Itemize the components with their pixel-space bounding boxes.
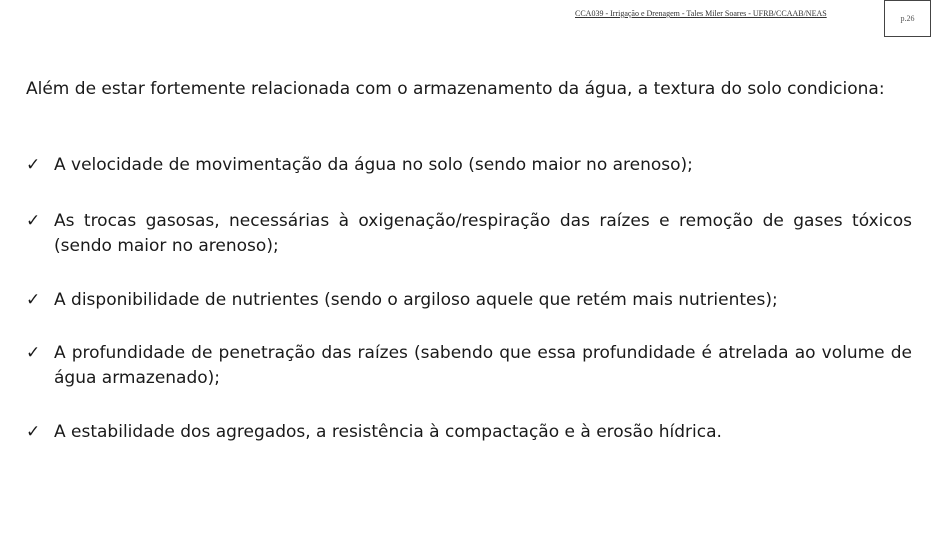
header-course-info: CCA039 - Irrigação e Drenagem - Tales Miler Soares - UFRB/CCAAB/NEAS [575, 9, 827, 18]
list-item [26, 341, 912, 391]
check-mark-icon: ✓ [26, 343, 41, 363]
check-mark-icon: ✓ [26, 155, 41, 175]
list-item [26, 209, 912, 259]
page-number: p.26 [900, 14, 915, 23]
intro-paragraph: Além de estar fortemente relacionada com o armazenamento da água, a textura do solo condiciona: [26, 79, 885, 99]
list-item-text: A disponibilidade de nutrientes (sendo o argiloso aquele que retém mais nutrientes); [54, 290, 778, 310]
list-item [26, 153, 912, 178]
page-number-box [884, 0, 931, 37]
check-mark-icon: ✓ [26, 422, 41, 442]
check-mark-icon: ✓ [26, 211, 41, 231]
list-item [26, 288, 912, 313]
list-item [26, 420, 912, 445]
list-item-text: A estabilidade dos agregados, a resistência à compactação e à erosão hídrica. [54, 422, 722, 442]
list-item-text: As trocas gasosas, necessárias à oxigenação/respiração das raízes e remoção de gases tóxicos (sendo maior no arenoso); [54, 211, 912, 256]
list-item-text: A profundidade de penetração das raízes (sabendo que essa profundidade é atrelada ao volume de água armazenado); [54, 343, 912, 388]
list-item-text: A velocidade de movimentação da água no solo (sendo maior no arenoso); [54, 155, 693, 175]
check-mark-icon: ✓ [26, 290, 41, 310]
